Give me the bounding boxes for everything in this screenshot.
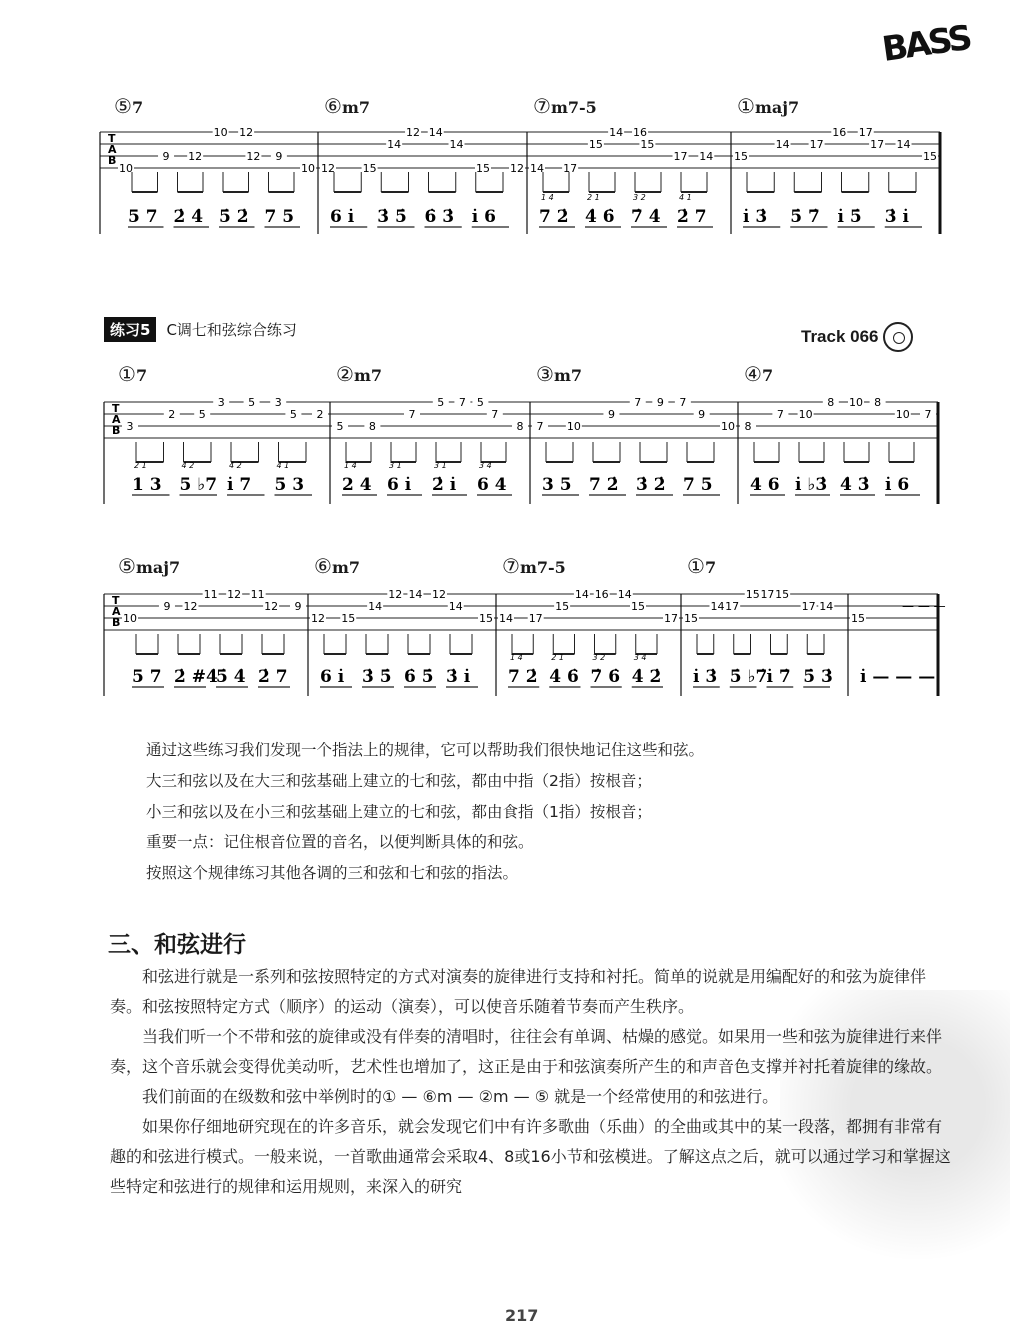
- tab-clef: A: [112, 605, 121, 618]
- fret-number: 12: [406, 126, 421, 139]
- fret-number: 12: [311, 612, 325, 625]
- finger-number: 4 2: [181, 461, 195, 470]
- finger-number: 1 4: [510, 653, 523, 662]
- fret-number: 7: [458, 396, 466, 409]
- jianpu-note: 2̇ 7: [677, 207, 707, 227]
- jianpu-note: 6 i̇: [387, 475, 412, 495]
- tab-clef: B: [112, 616, 121, 629]
- fret-number: 12: [246, 150, 261, 163]
- paragraph: 通过这些练习我们发现一个指法上的规律，它可以帮助我们很快地记住这些和弦。: [146, 741, 705, 759]
- jianpu-note: 7 2̇: [508, 667, 538, 687]
- fret-number: 17: [673, 150, 688, 163]
- paragraph: 小三和弦以及在小三和弦基础上建立的七和弦，都由食指（1指）按根音；: [146, 803, 652, 821]
- jianpu-note: 4̇ 6̇: [585, 207, 615, 227]
- jianpu-note: 3̇ 2̇: [636, 475, 666, 495]
- body-paragraph: 如果你仔细地研究现在的许多音乐，就会发现它们中有许多歌曲（乐曲）的全曲或其中的某一段落，都拥有非常有趣的和弦进行模式。一般来说，一首歌曲通常会采取4、8或16小节和弦模进。了解这点之后，就可以通过学习和掌握这些特定和弦进行的规律和运用规则，来深入的研究: [110, 1117, 951, 1196]
- fret-number: 10: [721, 420, 735, 433]
- bass-logo: BASS: [879, 18, 973, 70]
- finger-number: 4 1: [679, 193, 692, 202]
- jianpu-note: 7 2̇: [589, 475, 619, 495]
- fret-number: 14: [710, 600, 725, 613]
- fret-number: 15: [745, 588, 760, 601]
- chord-quality: m7: [353, 366, 382, 385]
- jianpu-note: 5̇ ♭7̇: [729, 667, 768, 687]
- fret-number: 12: [227, 588, 242, 601]
- body-paragraph: 当我们听一个不带和弦的旋律或没有伴奏的清唱时，往往会有单调、枯燥的感觉。如果用一些和弦为旋律进行来伴奏，这个音乐就会变得优美动听，艺术性也增加了，这正是由于和弦演奏所产生的和声音色支撑并衬托着旋律的缘故。: [110, 1027, 943, 1076]
- fret-number: 15: [555, 600, 570, 613]
- jianpu-note: 7̇ 4̇: [631, 207, 661, 227]
- exercise-title: C调七和弦综合练习: [166, 321, 297, 339]
- chord-degree: ⑤: [114, 94, 132, 118]
- fret-number: 12: [188, 150, 203, 163]
- chord-quality: m7: [331, 558, 360, 577]
- fret-number: 9: [698, 408, 706, 421]
- fret-number: 11: [250, 588, 265, 601]
- jianpu-note: 6 i̇: [320, 667, 345, 687]
- chord-symbol: [118, 554, 180, 578]
- fret-number: 9: [275, 150, 283, 163]
- jianpu-note: i̇ 5̇: [837, 207, 862, 227]
- chord-symbol: [324, 94, 370, 118]
- fret-number: 14: [699, 150, 714, 163]
- jianpu-note: 4̇ 2̇: [631, 667, 662, 687]
- jianpu-note: 5̇ 2̇: [219, 207, 249, 227]
- chord-symbol: [533, 94, 597, 118]
- paragraph: 按照这个规律练习其他各调的三和弦和七和弦的指法。: [146, 864, 519, 882]
- fret-number: 14: [574, 588, 589, 601]
- fret-number: 14: [408, 588, 423, 601]
- fret-number: 8: [368, 420, 376, 433]
- fret-number: 7: [491, 408, 499, 421]
- finger-number: 3 1: [434, 461, 447, 470]
- fret-number: 3: [274, 396, 282, 409]
- chord-symbol: [314, 554, 360, 578]
- chord-quality: 7: [761, 366, 774, 385]
- chord-symbol: [114, 94, 143, 118]
- chord-symbol: [536, 362, 582, 386]
- finger-number: 4 2: [229, 461, 242, 470]
- fret-number: 17: [801, 600, 816, 613]
- fret-number: 7: [679, 396, 687, 409]
- fret-number: 12: [321, 162, 335, 175]
- jianpu-note: 6̇ 5̇: [404, 667, 434, 687]
- fret-number: 8: [827, 396, 835, 409]
- fret-number: 17: [725, 600, 740, 613]
- chord-degree: ⑥: [324, 94, 342, 118]
- fret-number: 15: [775, 588, 790, 601]
- fret-number: 12: [510, 162, 524, 175]
- jianpu-note: 3̇ 5̇: [377, 207, 407, 227]
- section-title: 三、和弦进行: [108, 931, 246, 958]
- fret-number: 14: [368, 600, 383, 613]
- fret-number: 15: [479, 612, 493, 625]
- fret-number: 15: [341, 612, 356, 625]
- chord-degree: ⑤: [118, 554, 136, 578]
- chord-quality: m7-5: [550, 98, 597, 117]
- fret-number: 3: [126, 420, 134, 433]
- jianpu-note: i̇ 3̇: [743, 207, 768, 227]
- tab-clef: T: [108, 132, 116, 145]
- fret-number: 15: [588, 138, 603, 151]
- jianpu-note: 6̇ 3̇: [424, 207, 455, 227]
- fret-number: 14: [387, 138, 402, 151]
- jianpu-note: 2̇ 4̇: [173, 207, 204, 227]
- fret-number: 3: [217, 396, 225, 409]
- chord-degree: ⑦: [502, 554, 520, 578]
- fret-number: 14: [499, 612, 513, 625]
- jianpu-note: 3̇ i̇: [446, 667, 471, 687]
- fret-number: 16: [594, 588, 609, 601]
- finger-number: 3 2: [633, 193, 646, 202]
- fret-number: 10: [119, 162, 133, 175]
- jianpu-note: 4 6: [750, 475, 780, 495]
- tab-clef: T: [112, 402, 120, 415]
- jianpu-note: 5 3: [274, 475, 305, 495]
- chord-quality: m7: [553, 366, 582, 385]
- jianpu-note: 5̇ 4̇: [216, 667, 246, 687]
- fret-number: 10: [895, 408, 910, 421]
- chord-quality: 7: [704, 558, 717, 577]
- chord-symbol: [687, 554, 716, 578]
- exercise-heading: [104, 317, 297, 342]
- paragraph: 重要一点：记住根音位置的音名，以便判断具体的和弦。: [146, 833, 534, 851]
- fret-number: 12: [431, 588, 446, 601]
- chord-degree: ①: [687, 554, 705, 578]
- chord-quality: 7: [131, 98, 144, 117]
- fret-number: 14: [448, 600, 463, 613]
- track-text: Track 066: [801, 327, 879, 346]
- page-number: 217: [505, 1306, 539, 1325]
- finger-number: 2 1: [587, 193, 600, 202]
- jianpu-note: i̇ — — —: [860, 667, 936, 687]
- fret-number: 11: [203, 588, 218, 601]
- fret-number: 10: [566, 420, 581, 433]
- fret-number: 15: [684, 612, 698, 625]
- fret-number: 14: [775, 138, 790, 151]
- jianpu-note: 2̇ 7: [258, 667, 288, 687]
- fret-number: 12: [264, 600, 279, 613]
- jianpu-note: 6 i̇: [330, 207, 355, 227]
- jianpu-note: 7 5: [264, 207, 295, 227]
- fret-number: 15: [734, 150, 748, 163]
- finger-number: 2 1: [551, 653, 564, 662]
- fret-number: 2: [316, 408, 324, 421]
- jianpu-note: 6 4: [477, 475, 507, 495]
- fret-number: 2: [168, 408, 176, 421]
- body-paragraph: 我们前面的在级数和弦中举例时的① — ⑥m — ②m — ⑤ 就是一个经常使用的和弦进行。: [142, 1087, 779, 1106]
- jianpu-note: 7 2̇: [539, 207, 569, 227]
- fret-number: 5: [289, 408, 297, 421]
- jianpu-note: 5 ♭7: [179, 475, 218, 495]
- jianpu-note: 7̇ 6̇: [590, 667, 621, 687]
- chord-quality: maj7: [754, 98, 800, 117]
- fret-number: 15: [631, 600, 645, 613]
- fret-number: 17: [528, 612, 543, 625]
- chord-degree: ⑦: [533, 94, 551, 118]
- fret-number: 10: [123, 612, 137, 625]
- jianpu-note: 2̇ i̇: [432, 475, 457, 495]
- jianpu-note: i̇ 6: [885, 475, 910, 495]
- fret-number: 15: [851, 612, 865, 625]
- fret-number: 12: [183, 600, 198, 613]
- finger-number: 2 1: [134, 461, 147, 470]
- fret-number: 5: [437, 396, 445, 409]
- fret-number: 5: [476, 396, 484, 409]
- jianpu-note: 7 5: [683, 475, 713, 495]
- watermark: [780, 990, 1010, 1280]
- fret-number: 7: [536, 420, 544, 433]
- jianpu-note: i̇ 7: [227, 475, 252, 495]
- fret-number: 7: [924, 408, 932, 421]
- chord-symbol: [502, 554, 566, 578]
- fret-number: 15: [362, 162, 377, 175]
- fret-number: 14: [449, 138, 464, 151]
- finger-number: 3 2: [592, 653, 606, 662]
- fret-number: 10: [798, 408, 813, 421]
- body-paragraph: 和弦进行就是一系列和弦按照特定的方式对演奏的旋律进行支持和衬托。简单的说就是用编配好的和弦为旋律伴奏。和弦按照特定方式（顺序）的运动（演奏），可以使音乐随着节奏而产生秩序。: [110, 967, 927, 1016]
- fret-number: 17: [760, 588, 775, 601]
- fret-number: 7: [408, 408, 416, 421]
- chord-quality: maj7: [135, 558, 181, 577]
- chord-quality: m7: [341, 98, 370, 117]
- tab-clef: A: [108, 143, 117, 156]
- jianpu-note: 5 7: [128, 207, 158, 227]
- finger-number: 1 4: [541, 193, 554, 202]
- fret-number: 14: [617, 588, 632, 601]
- finger-number: 3 4: [633, 653, 647, 662]
- fret-number: 14: [896, 138, 911, 151]
- jianpu-note: i̇ ♭3̇: [795, 475, 828, 495]
- fret-number: 15: [923, 150, 937, 163]
- fret-number: 9: [163, 600, 171, 613]
- chord-degree: ①: [737, 94, 755, 118]
- fret-number: 17: [664, 612, 678, 625]
- fret-number: 12: [388, 588, 403, 601]
- fret-number: 15: [640, 138, 655, 151]
- fret-number: 9: [162, 150, 170, 163]
- fret-number: 9: [607, 408, 615, 421]
- tab-clef: B: [112, 424, 121, 437]
- chord-symbol: [737, 94, 799, 118]
- fret-number: 10: [849, 396, 863, 409]
- tab-clef: T: [112, 594, 120, 607]
- tab-clef: A: [112, 413, 121, 426]
- fret-number: 10: [213, 126, 228, 139]
- jianpu-note: 3̇ 5̇: [362, 667, 392, 687]
- chord-degree: ②: [336, 362, 354, 386]
- finger-number: 4 1: [276, 461, 290, 470]
- jianpu-note: 3̇ i̇: [884, 207, 909, 227]
- fret-number: 16: [633, 126, 648, 139]
- fret-number: 9: [656, 396, 664, 409]
- jianpu-note: 4̇ 6̇: [549, 667, 579, 687]
- fret-number: 17: [809, 138, 824, 151]
- jianpu-note: i̇ 7̇: [766, 667, 791, 687]
- chord-degree: ⑥: [314, 554, 332, 578]
- fret-number: 8: [516, 420, 524, 433]
- chord-degree: ①: [118, 362, 136, 386]
- fret-number: 17: [858, 126, 873, 139]
- chord-degree: ④: [744, 362, 762, 386]
- finger-number: 3 1: [389, 461, 402, 470]
- fret-number: 7: [776, 408, 784, 421]
- fret-number: 14: [609, 126, 624, 139]
- finger-number: 1 4: [344, 461, 357, 470]
- fret-number: 17: [870, 138, 885, 151]
- fret-number: 17: [563, 162, 578, 175]
- fret-number: 16: [832, 126, 847, 139]
- sustain-dashes: — — —: [902, 599, 946, 613]
- fret-number: 10: [301, 162, 315, 175]
- tab-clef: B: [108, 154, 117, 167]
- finger-number: 3 4: [479, 461, 492, 470]
- chord-quality: 7: [135, 366, 148, 385]
- jianpu-note: i̇ 6: [471, 207, 496, 227]
- jianpu-note: 5 7: [132, 667, 162, 687]
- jianpu-note: 5̇ 7̇: [790, 207, 820, 227]
- chord-quality: m7-5: [519, 558, 566, 577]
- jianpu-note: 1 3: [132, 475, 162, 495]
- fret-number: 5: [248, 396, 256, 409]
- fret-number: 12: [239, 126, 254, 139]
- fret-number: 9: [294, 600, 302, 613]
- fret-number: 15: [475, 162, 490, 175]
- exercise-badge: 练习5: [104, 317, 156, 342]
- fret-number: 14: [819, 600, 834, 613]
- fret-number: 7: [634, 396, 642, 409]
- cd-icon: [883, 322, 913, 352]
- chord-symbol: [744, 362, 773, 386]
- jianpu-note: i̇ 3̇: [693, 667, 718, 687]
- jianpu-note: 3 5: [542, 475, 572, 495]
- fret-number: 14: [428, 126, 443, 139]
- jianpu-note: 5̇ 3̇: [803, 667, 833, 687]
- chord-degree: ③: [536, 362, 554, 386]
- jianpu-note: 4̇ 3̇: [840, 475, 870, 495]
- jianpu-note: 2 4: [342, 475, 372, 495]
- jianpu-note: 2̇ #4̇: [174, 667, 218, 687]
- fret-number: 5: [336, 420, 344, 433]
- track-label: [801, 322, 913, 352]
- chord-symbol: [336, 362, 382, 386]
- fret-number: 8: [874, 396, 882, 409]
- fret-number: 8: [744, 420, 752, 433]
- fret-number: 14: [530, 162, 544, 175]
- fret-number: 5: [198, 408, 206, 421]
- paragraph: 大三和弦以及在大三和弦基础上建立的七和弦，都由中指（2指）按根音；: [146, 772, 652, 790]
- chord-symbol: [118, 362, 147, 386]
